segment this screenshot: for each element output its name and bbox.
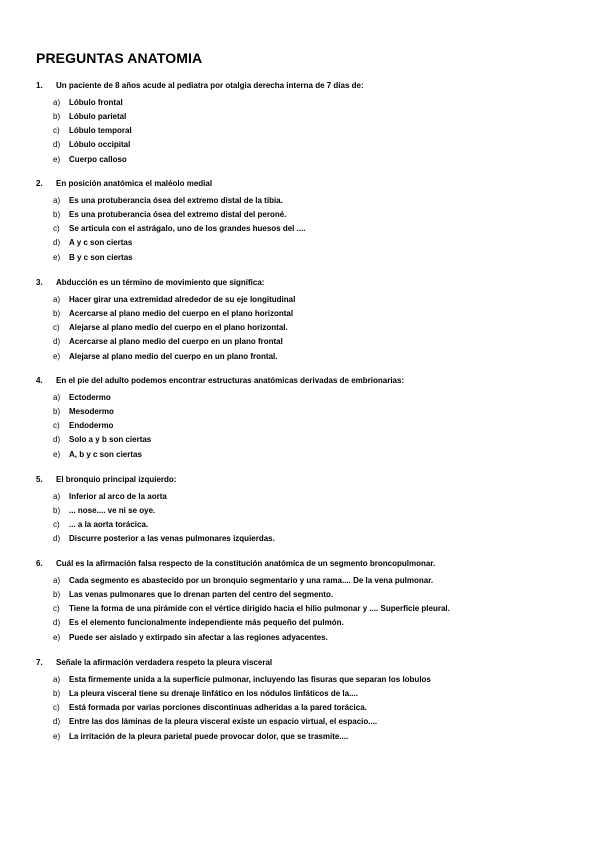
option-text: ... nose.... ve ni se oye. <box>69 505 156 515</box>
question-number: 2. <box>36 179 43 188</box>
question-text: Señale la afirmación verdadera respeto la pleura visceral <box>56 658 273 667</box>
option-letter: e) <box>53 154 61 164</box>
option-item <box>36 236 576 250</box>
option-item <box>36 616 576 630</box>
option-text: Es una protuberancia ósea del extremo distal de la tibia. <box>69 195 283 205</box>
option-letter: e) <box>53 252 61 262</box>
option-text: A, b y c son ciertas <box>69 449 142 459</box>
option-item <box>36 96 576 110</box>
option-letter: d) <box>53 534 61 544</box>
option-text: Es una protuberancia ósea del extremo distal del peroné. <box>69 209 287 219</box>
option-letter: c) <box>53 604 60 614</box>
option-letter: c) <box>53 323 60 333</box>
question-6 <box>36 558 576 645</box>
option-item <box>36 433 576 447</box>
question-text: En posición anatómica el maléolo medial <box>56 179 213 188</box>
option-text: Discurre posterior a las venas pulmonares izquierdas. <box>69 534 275 544</box>
option-item <box>36 532 576 546</box>
question-3 <box>36 277 576 364</box>
option-text: Mesodermo <box>69 406 114 416</box>
option-letter: b) <box>53 505 61 515</box>
option-letter: e) <box>53 632 61 642</box>
option-item <box>36 194 576 208</box>
question-text: En el pie del adulto podemos encontrar estructuras anatómicas derivadas de embrionarias: <box>56 376 405 385</box>
option-text: Está formada por varias porciones discontinuas adheridas a la pared torácica. <box>69 703 367 713</box>
option-text: Se articula con el astrágalo, uno de los grandes huesos del .... <box>69 224 306 234</box>
option-text: Hacer girar una extremidad alrededor de su eje longitudinal <box>69 294 296 304</box>
question-number: 1. <box>36 81 43 90</box>
option-letter: e) <box>53 449 61 459</box>
option-item <box>36 448 576 462</box>
option-letter: a) <box>53 294 61 304</box>
question-text: Cuál es la afirmación falsa respecto de la constitución anatómica de un segmento broncopulmonar. <box>56 559 436 568</box>
option-item <box>36 687 576 701</box>
option-text: Alejarse al plano medio del cuerpo en un plano frontal. <box>69 351 278 361</box>
option-text: Tiene la forma de una pirámide con el vértice dirigido hacia el hilio pulmonar y .... Superficie pleural. <box>69 604 450 614</box>
option-item <box>36 602 576 616</box>
option-item <box>36 293 576 307</box>
option-item <box>36 504 576 518</box>
option-text: La irritación de la pleura parietal puede provocar dolor, que se trasmite.... <box>69 731 349 741</box>
question-2 <box>36 178 576 265</box>
question-number: 6. <box>36 559 43 568</box>
option-letter: e) <box>53 731 61 741</box>
option-letter: d) <box>53 337 61 347</box>
option-item <box>36 321 576 335</box>
option-text: Inferior al arco de la aorta <box>69 491 167 501</box>
option-letter: c) <box>53 520 60 530</box>
option-letter: d) <box>53 717 61 727</box>
option-letter: b) <box>53 111 61 121</box>
option-text: Lóbulo frontal <box>69 97 123 107</box>
option-letter: a) <box>53 491 61 501</box>
question-text: Abducción es un término de movimiento que significa: <box>56 278 265 287</box>
question-number: 4. <box>36 376 43 385</box>
option-letter: e) <box>53 351 61 361</box>
option-item <box>36 490 576 504</box>
option-text: Entre las dos láminas de la pleura visceral existe un espacio virtual, el espacio.... <box>69 717 378 727</box>
option-letter: d) <box>53 618 61 628</box>
option-text: Cada segmento es abastecido por un bronquio segmentario y una rama.... De la vena pulmonar. <box>69 575 434 585</box>
question-text: Un paciente de 8 años acude al pediatra por otalgia derecha interna de 7 días de: <box>56 81 364 90</box>
option-letter: c) <box>53 703 60 713</box>
question-text: El bronquio principal izquierdo: <box>56 475 177 484</box>
option-letter: d) <box>53 238 61 248</box>
option-letter: a) <box>53 97 61 107</box>
option-item <box>36 350 576 364</box>
option-letter: d) <box>53 140 61 150</box>
option-item <box>36 715 576 729</box>
question-4 <box>36 375 576 462</box>
option-letter: b) <box>53 308 61 318</box>
option-item <box>36 518 576 532</box>
option-text: Es el elemento funcionalmente independiente más pequeño del pulmón. <box>69 618 344 628</box>
option-text: Endodermo <box>69 421 114 431</box>
option-text: Lóbulo temporal <box>69 126 132 136</box>
option-item <box>36 153 576 167</box>
option-item <box>36 391 576 405</box>
question-number: 3. <box>36 278 43 287</box>
option-text: Acercarse al plano medio del cuerpo en un plano frontal <box>69 337 283 347</box>
option-text: Ectodermo <box>69 392 111 402</box>
option-letter: c) <box>53 126 60 136</box>
option-letter: b) <box>53 688 61 698</box>
page-title: PREGUNTAS ANATOMIA <box>36 50 203 66</box>
option-item <box>36 124 576 138</box>
option-text: Las venas pulmonares que lo drenan parten del centro del segmento. <box>69 589 334 599</box>
option-text: ... a la aorta torácica. <box>69 520 149 530</box>
option-text: Solo a y b son ciertas <box>69 435 152 445</box>
option-text: Cuerpo calloso <box>69 154 127 164</box>
option-text: Acercarse al plano medio del cuerpo en el plano horizontal <box>69 308 294 318</box>
option-letter: a) <box>53 674 61 684</box>
option-letter: b) <box>53 209 61 219</box>
option-letter: b) <box>53 406 61 416</box>
option-letter: b) <box>53 589 61 599</box>
option-text: Lóbulo occipital <box>69 140 131 150</box>
option-letter: c) <box>53 224 60 234</box>
option-item <box>36 588 576 602</box>
option-item <box>36 419 576 433</box>
option-letter: a) <box>53 195 61 205</box>
option-item <box>36 110 576 124</box>
option-item <box>36 251 576 265</box>
option-text: Lóbulo parietal <box>69 111 127 121</box>
option-text: A y c son ciertas <box>69 238 133 248</box>
option-item <box>36 222 576 236</box>
option-text: B y c son ciertas <box>69 252 133 262</box>
option-text: Alejarse al plano medio del cuerpo en el plano horizontal. <box>69 323 288 333</box>
option-letter: a) <box>53 575 61 585</box>
option-item <box>36 701 576 715</box>
option-item <box>36 138 576 152</box>
option-item <box>36 631 576 645</box>
option-item <box>36 574 576 588</box>
option-item <box>36 405 576 419</box>
option-letter: a) <box>53 392 61 402</box>
option-item <box>36 208 576 222</box>
question-number: 7. <box>36 658 43 667</box>
option-letter: d) <box>53 435 61 445</box>
option-item <box>36 730 576 744</box>
option-letter: c) <box>53 421 60 431</box>
question-number: 5. <box>36 475 43 484</box>
option-item <box>36 335 576 349</box>
option-text: La pleura visceral tiene su drenaje linfático en los nódulos linfáticos de la.... <box>69 688 358 698</box>
option-text: Esta firmemente unida a la superficie pulmonar, incluyendo las fisuras que separan los lobulos <box>69 674 431 684</box>
option-item <box>36 673 576 687</box>
question-5 <box>36 474 576 547</box>
option-text: Puede ser aislado y extirpado sin afectar a las regiones adyacentes. <box>69 632 328 642</box>
option-item <box>36 307 576 321</box>
question-7 <box>36 657 576 744</box>
question-1 <box>36 80 576 167</box>
